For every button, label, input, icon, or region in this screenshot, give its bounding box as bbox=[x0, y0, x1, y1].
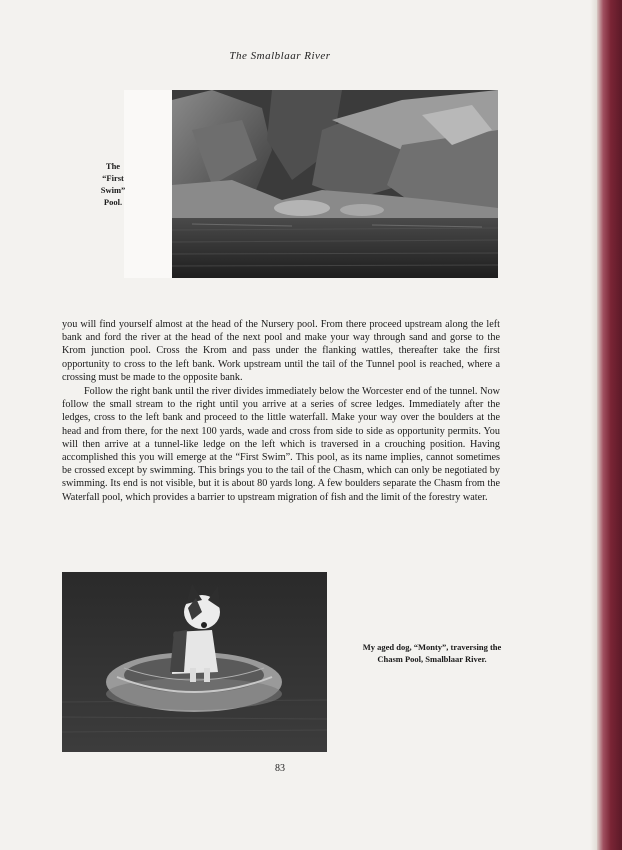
dog-on-inflatable-ring-illustration bbox=[62, 572, 327, 752]
top-photo-caption: The “First Swim” Pool. bbox=[100, 161, 126, 207]
page-edge bbox=[590, 0, 597, 850]
book-binding-edge bbox=[597, 0, 622, 850]
bottom-photo-caption: My aged dog, “Monty”, traversing the Chasm Pool, Smalblaar River. bbox=[362, 642, 502, 664]
body-text bbox=[62, 318, 500, 504]
page-number: 83 bbox=[275, 763, 285, 774]
dog-on-float-photo bbox=[62, 572, 327, 752]
paragraph: Follow the right bank until the river divides immediately below the Worcester end of the tunnel. Now follow the small stream to the right until you arrive at a series of scree ledges. Immediately after the ledges, cross to the left bank and proceed to the little waterfall. Make your way over the boulders at the head and from there, for the next 100 yards, wade and cross from side to side as opportunity permits. You will then arrive at a tunnel-like ledge on the left which is traversed in a crouching position. Having accomplished this you will emerge at the “First Swim”. This pool, as its name implies, cannot sometimes be crossed except by swimming. This brings you to the tail of the Chasm, which can only be negotiated by swimming. Its end is not visible, but it is about 80 yards long. A few boulders separate the Chasm from the Waterfall pool, which provides a barrier to upstream migration of fish and the limit of the forestry water. bbox=[62, 386, 500, 503]
running-head: The Smalblaar River bbox=[229, 50, 331, 62]
river-rocks-illustration bbox=[172, 90, 498, 278]
photo-mount-margin bbox=[124, 90, 172, 278]
first-swim-pool-photo bbox=[172, 90, 498, 278]
paragraph: you will find yourself almost at the head of the Nursery pool. From there proceed upstream along the left bank and ford the river at the head of the next pool and make your way through sand and gorse to the Krom junction pool. Cross the Krom and pass under the flanking wattles, thereafter take the first opportunity to cross to the left bank. Work upstream until the tail of the Tunnel pool is reached, where a crossing must be made to the opposite bank. bbox=[62, 319, 500, 383]
